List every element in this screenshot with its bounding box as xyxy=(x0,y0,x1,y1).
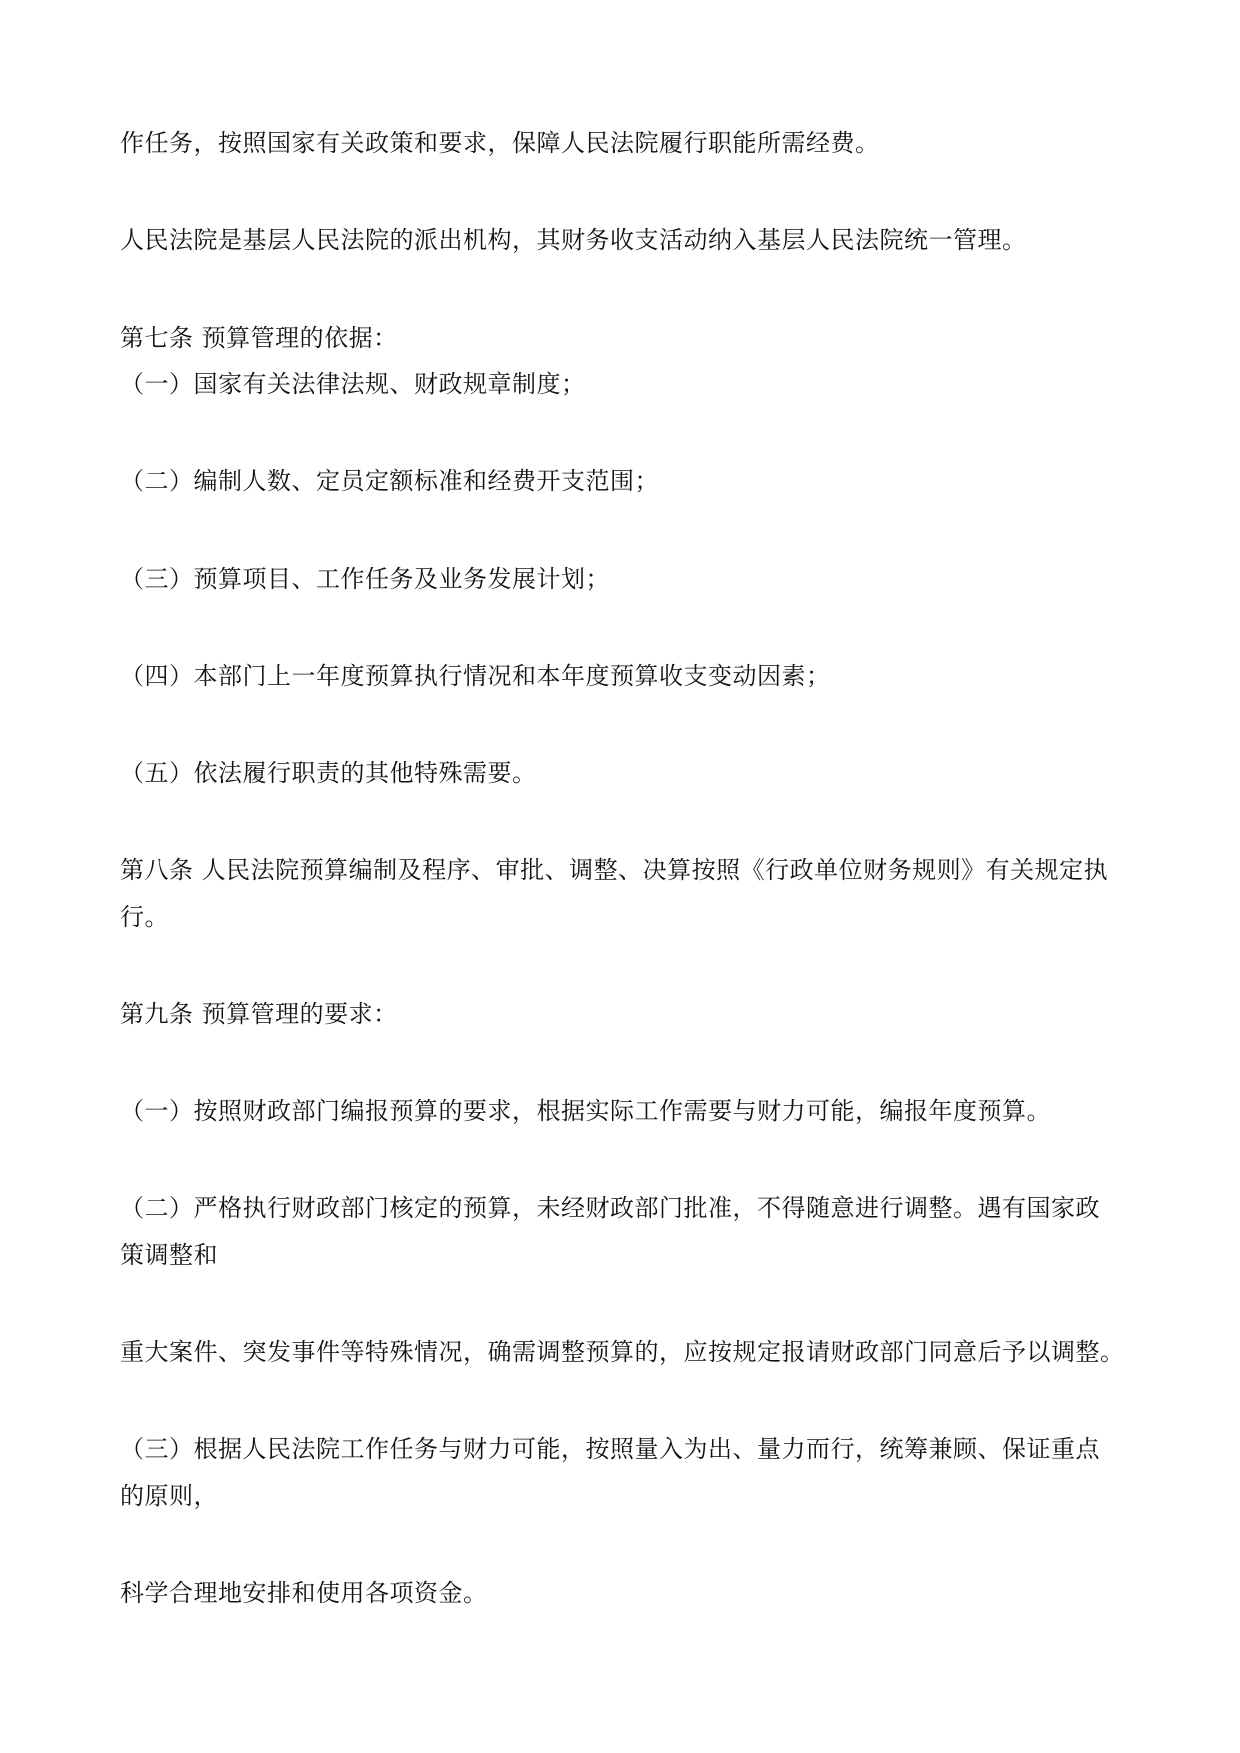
list-item: （三）预算项目、工作任务及业务发展计划； xyxy=(120,565,610,593)
text-line: 科学合理地安排和使用各项资金。 xyxy=(120,1579,488,1607)
list-item: （三）根据人民法院工作任务与财力可能，按照量入为出、量力而行，统筹兼顾、保证重点 xyxy=(120,1435,1100,1463)
article-7-heading: 第七条 预算管理的依据： xyxy=(120,324,398,352)
text-line: 行。 xyxy=(120,903,169,931)
list-item: （四）本部门上一年度预算执行情况和本年度预算收支变动因素； xyxy=(120,662,831,690)
article-9-heading: 第九条 预算管理的要求： xyxy=(120,1000,398,1028)
list-item: （一）国家有关法律法规、财政规章制度； xyxy=(120,370,586,398)
text-line: 人民法院是基层人民法院的派出机构，其财务收支活动纳入基层人民法院统一管理。 xyxy=(120,226,1027,254)
text-line: 的原则， xyxy=(120,1482,218,1510)
text-line: 作任务，按照国家有关政策和要求，保障人民法院履行职能所需经费。 xyxy=(120,129,880,157)
text-line: 策调整和 xyxy=(120,1241,218,1269)
list-item: （一）按照财政部门编报预算的要求，根据实际工作需要与财力可能，编报年度预算。 xyxy=(120,1097,1051,1125)
list-item: （二）严格执行财政部门核定的预算，未经财政部门批准，不得随意进行调整。遇有国家政 xyxy=(120,1194,1100,1222)
text-line: 重大案件、突发事件等特殊情况，确需调整预算的，应按规定报请财政部门同意后予以调整。 xyxy=(120,1338,1125,1366)
list-item: （二）编制人数、定员定额标准和经费开支范围； xyxy=(120,467,659,495)
list-item: （五）依法履行职责的其他特殊需要。 xyxy=(120,759,537,787)
article-8-paragraph: 第八条 人民法院预算编制及程序、审批、调整、决算按照《行政单位财务规则》有关规定执 xyxy=(120,856,1109,884)
